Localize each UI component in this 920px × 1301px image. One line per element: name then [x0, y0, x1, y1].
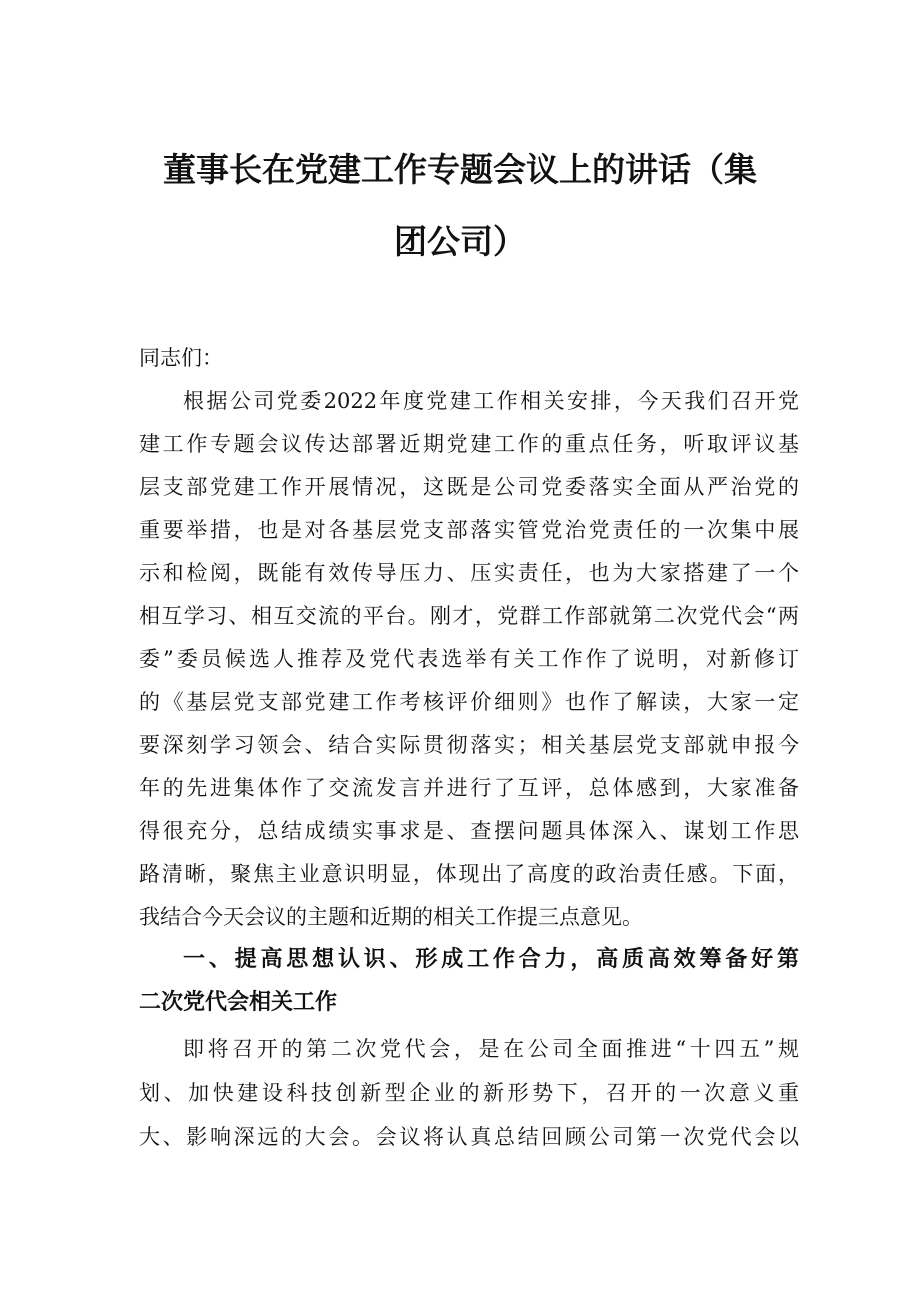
paragraph-1-line: 示和检阅，既能有效传导压力、压实责任，也为大家搭建了一个: [139, 561, 799, 585]
document-title-line-2: 团公司）: [394, 222, 526, 261]
paragraph-1-line: 建工作专题会议传达部署近期党建工作的重点任务，听取评议基: [139, 432, 799, 456]
paragraph-2-line: 大、影响深远的大会。会议将认真总结回顾公司第一次党代会以: [139, 1125, 799, 1149]
paragraph-1-line: 年的先进集体作了交流发言并进行了互评，总体感到，大家准备: [139, 776, 799, 800]
paragraph-1-line: 我结合今天会议的主题和近期的相关工作提三点意见。: [139, 905, 643, 929]
section-heading-1-line: 二次党代会相关工作: [139, 990, 338, 1015]
section-heading-1-line: 一、提高思想认识、形成工作合力，高质高效筹备好第: [183, 947, 799, 972]
paragraph-1-line: 根据公司党委2022年度党建工作相关安排，今天我们召开党: [183, 389, 799, 413]
paragraph-1-line: 路清晰，聚焦主业意识明显，体现出了高度的政治责任感。下面，: [139, 862, 799, 886]
paragraph-2-line: 划、加快建设科技创新型企业的新形势下，召开的一次意义重: [139, 1081, 799, 1105]
paragraph-1-line: 的《基层党支部党建工作考核评价细则》也作了解读，大家一定: [139, 690, 799, 714]
paragraph-1-line: 得很充分，总结成绩实事求是、查摆问题具体深入、谋划工作思: [139, 819, 799, 843]
paragraph-1-line: 相互学习、相互交流的平台。刚才，党群工作部就第二次党代会“两: [139, 604, 799, 628]
paragraph-1-line: 要深刻学习领会、结合实际贯彻落实；相关基层党支部就申报今: [139, 733, 799, 757]
salutation: 同志们：: [139, 346, 223, 370]
paragraph-1-line: 层支部党建工作开展情况，这既是公司党委落实全面从严治党的: [139, 475, 799, 499]
paragraph-2-line: 即将召开的第二次党代会，是在公司全面推进“十四五”规: [183, 1037, 799, 1061]
paragraph-1-line: 委”委员候选人推荐及党代表选举有关工作作了说明，对新修订: [139, 647, 799, 671]
paragraph-1-line: 重要举措，也是对各基层党支部落实管党治党责任的一次集中展: [139, 518, 799, 542]
document-title-line-1: 董事长在党建工作专题会议上的讲话（集: [163, 150, 757, 189]
